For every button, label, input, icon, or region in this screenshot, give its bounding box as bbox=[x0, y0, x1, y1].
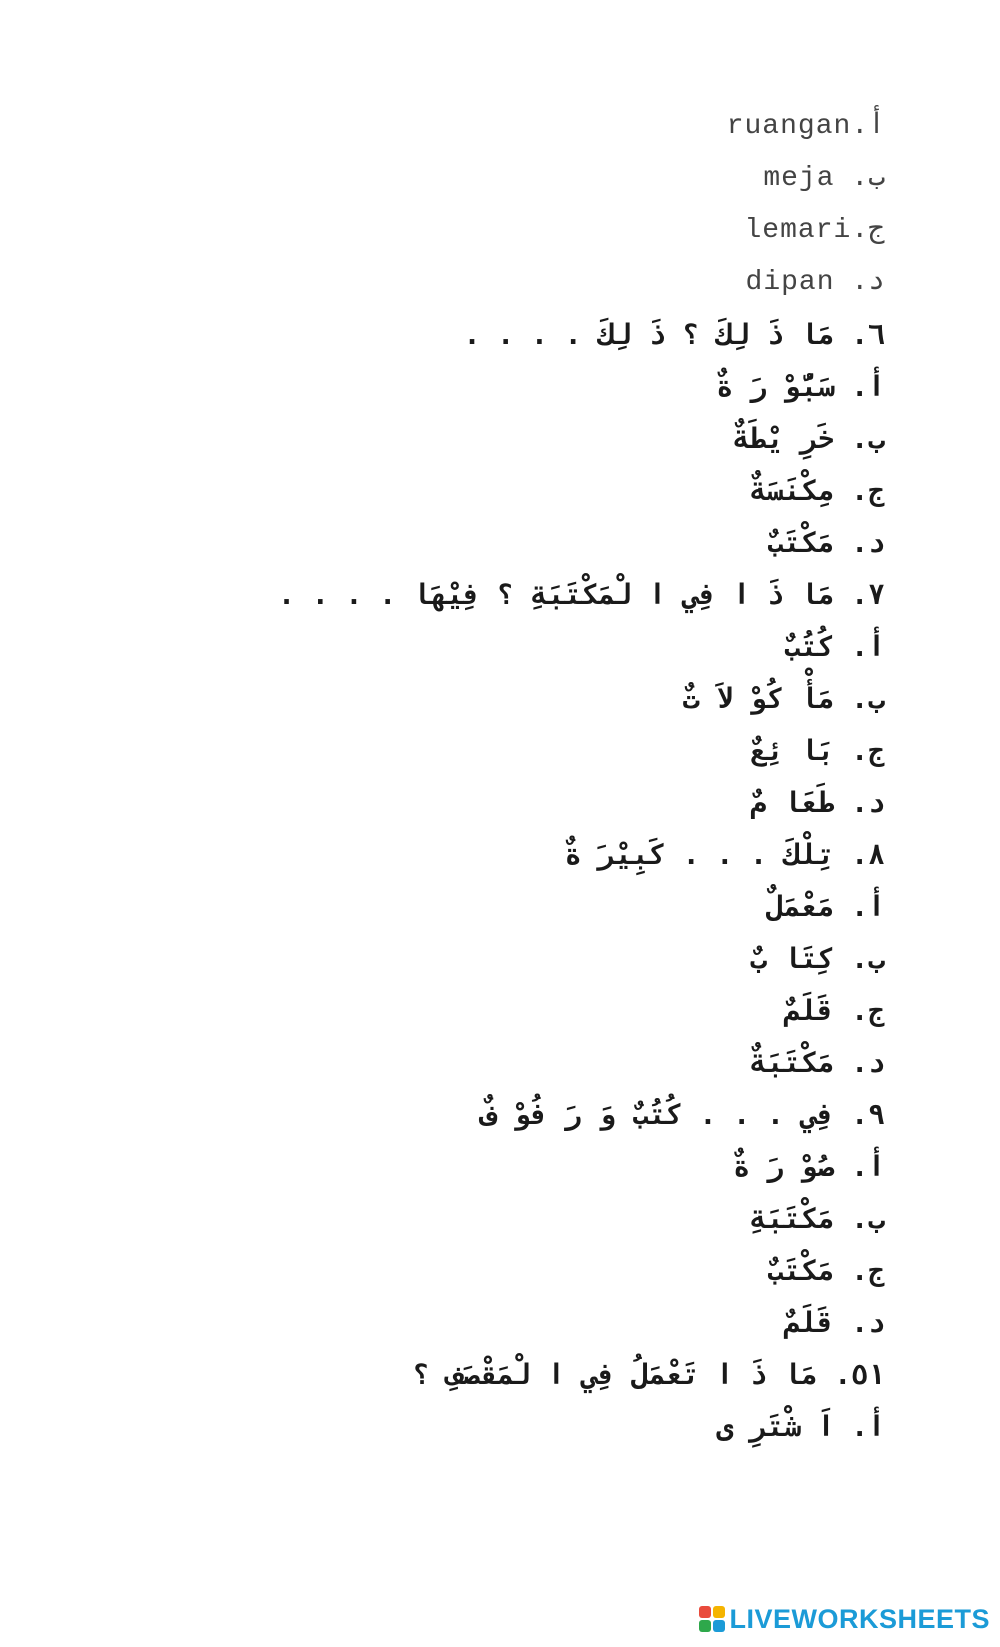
worksheet-line: أ. كُتُبٌ bbox=[783, 630, 885, 663]
liveworksheets-logo-icon bbox=[699, 1606, 725, 1632]
liveworksheets-logo bbox=[699, 1599, 990, 1639]
worksheet-line: ب. كِتَا بٌ bbox=[750, 942, 885, 975]
worksheet-line: أ. اَ شْتَرِ ى bbox=[716, 1410, 885, 1443]
worksheet-line: ب. مَكْتَبَةِ bbox=[750, 1202, 885, 1235]
worksheet-line: ج. مِكْنَسَةٌ bbox=[750, 474, 885, 507]
worksheet-line: أ. سَبُّوْ رَ ةٌ bbox=[716, 370, 885, 403]
worksheet-line: ٩. فِي . . . كُتُبٌ وَ رَ فُوْ فٌ bbox=[480, 1098, 885, 1131]
worksheet-line: د. طَعَا مٌ bbox=[750, 786, 885, 819]
worksheet-line: ٥١. مَا ذَ ا تَعْمَلُ فِي ا لْمَقْصَفِ ؟ bbox=[412, 1358, 885, 1391]
worksheet-line: ج. مَكْتَبٌ bbox=[766, 1254, 885, 1287]
worksheet-line: ب. مَأْ كُوْ لاَ تٌ bbox=[682, 682, 885, 715]
logo-text: LIVEWORKSHEETS bbox=[729, 1603, 990, 1634]
worksheet-line: ج.lemari bbox=[744, 215, 885, 246]
worksheet-line: د. مَكْتَبٌ bbox=[766, 526, 885, 559]
worksheet-line: ج. قَلَمٌ bbox=[783, 994, 885, 1027]
worksheet-line: أ. مَعْمَلٌ bbox=[766, 890, 885, 923]
worksheet-line: ج. بَا ئِعٌ bbox=[750, 734, 885, 767]
worksheet-line: أ.ruangan bbox=[726, 111, 885, 142]
worksheet-line: ب. خَرِ يْطَةٌ bbox=[733, 422, 885, 455]
worksheet-line: ٦. مَا ذَ لِكَ ؟ ذَ لِكَ . . . . bbox=[463, 318, 885, 351]
worksheet-line: د. قَلَمٌ bbox=[783, 1306, 885, 1339]
worksheet-line: د. dipan bbox=[745, 267, 885, 298]
worksheet-line: أ. صُوْ رَ ةٌ bbox=[733, 1150, 885, 1183]
worksheet-line: د. مَكْتَبَةٌ bbox=[750, 1046, 885, 1079]
worksheet-line: ب. meja bbox=[763, 163, 885, 194]
worksheet-line: ٨. تِلْكَ . . . كَبِيْرَ ةٌ bbox=[564, 838, 885, 871]
worksheet-line: ٧. مَا ذَ ا فِي ا لْمَكْتَبَةِ ؟ فِيْهَا . . . . bbox=[278, 578, 885, 611]
